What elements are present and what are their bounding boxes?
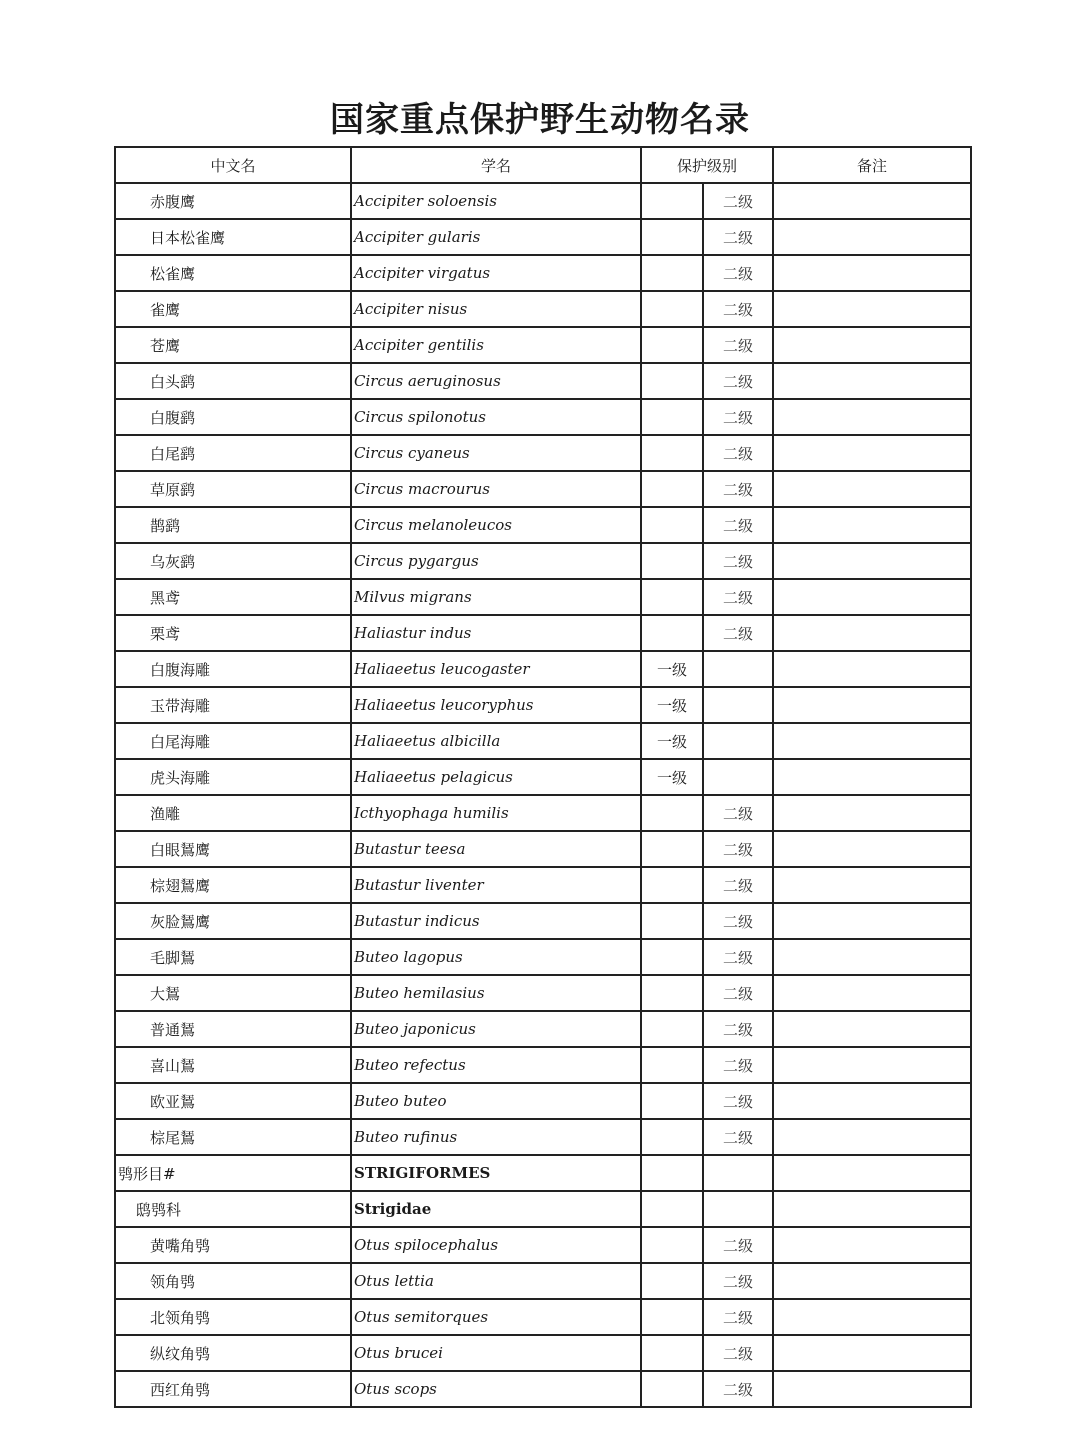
grade-two-cell: 二级 (703, 435, 773, 471)
table-row (115, 183, 971, 219)
notes-cell (773, 759, 971, 795)
grade-one-cell (641, 1299, 703, 1335)
header-protection-level: 保护级别 (641, 147, 773, 183)
scientific-name-cell: Haliaeetus leucoryphus (351, 687, 641, 723)
chinese-name-cell: 雀鹰 (115, 291, 351, 327)
table-row (115, 1263, 971, 1299)
scientific-name-cell: Circus aeruginosus (351, 363, 641, 399)
notes-cell (773, 1047, 971, 1083)
scientific-name-cell: Haliaeetus leucogaster (351, 651, 641, 687)
grade-two-cell: 二级 (703, 579, 773, 615)
chinese-name-cell: 毛脚鵟 (115, 939, 351, 975)
table-row (115, 1227, 971, 1263)
notes-cell (773, 687, 971, 723)
notes-cell (773, 903, 971, 939)
chinese-name-cell: 喜山鵟 (115, 1047, 351, 1083)
grade-one-cell (641, 1083, 703, 1119)
grade-two-cell (703, 723, 773, 759)
chinese-name-cell: 纵纹角鸮 (115, 1335, 351, 1371)
table-row (115, 543, 971, 579)
scientific-name-cell: Accipiter nisus (351, 291, 641, 327)
notes-cell (773, 723, 971, 759)
table-row (115, 471, 971, 507)
grade-one-cell (641, 1227, 703, 1263)
grade-two-cell: 二级 (703, 1299, 773, 1335)
grade-one-cell (641, 867, 703, 903)
notes-cell (773, 975, 971, 1011)
notes-cell (773, 1371, 971, 1407)
table-row (115, 1155, 971, 1191)
chinese-name-cell: 西红角鸮 (115, 1371, 351, 1407)
table-row (115, 795, 971, 831)
grade-two-cell: 二级 (703, 1083, 773, 1119)
chinese-name-cell: 日本松雀鹰 (115, 219, 351, 255)
table-row (115, 687, 971, 723)
grade-one-cell (641, 939, 703, 975)
chinese-name-cell: 棕翅鵟鹰 (115, 867, 351, 903)
notes-cell (773, 471, 971, 507)
table-row (115, 759, 971, 795)
chinese-name-cell: 白腹鹞 (115, 399, 351, 435)
grade-two-cell: 二级 (703, 615, 773, 651)
table-row (115, 1011, 971, 1047)
scientific-name-cell: Otus brucei (351, 1335, 641, 1371)
scientific-name-cell: Buteo buteo (351, 1083, 641, 1119)
scientific-name-cell: Otus semitorques (351, 1299, 641, 1335)
scientific-name-cell: Circus melanoleucos (351, 507, 641, 543)
chinese-name-cell: 草原鹞 (115, 471, 351, 507)
grade-one-cell: 一级 (641, 687, 703, 723)
grade-two-cell: 二级 (703, 1263, 773, 1299)
grade-one-cell (641, 327, 703, 363)
scientific-name-cell: Otus spilocephalus (351, 1227, 641, 1263)
grade-two-cell: 二级 (703, 903, 773, 939)
chinese-name-cell: 棕尾鵟 (115, 1119, 351, 1155)
scientific-name-cell: Haliaeetus albicilla (351, 723, 641, 759)
grade-one-cell (641, 1119, 703, 1155)
chinese-name-cell: 鸮形目# (115, 1155, 351, 1191)
table-row (115, 579, 971, 615)
notes-cell (773, 1011, 971, 1047)
scientific-name-cell: Accipiter soloensis (351, 183, 641, 219)
grade-one-cell (641, 219, 703, 255)
grade-two-cell: 二级 (703, 363, 773, 399)
grade-two-cell: 二级 (703, 1335, 773, 1371)
scientific-name-cell: Strigidae (351, 1191, 641, 1227)
chinese-name-cell: 普通鵟 (115, 1011, 351, 1047)
chinese-name-cell: 栗鸢 (115, 615, 351, 651)
table-row (115, 435, 971, 471)
grade-one-cell (641, 471, 703, 507)
scientific-name-cell: Accipiter virgatus (351, 255, 641, 291)
scientific-name-cell: STRIGIFORMES (351, 1155, 641, 1191)
grade-one-cell (641, 1011, 703, 1047)
notes-cell (773, 219, 971, 255)
table-row (115, 327, 971, 363)
grade-two-cell (703, 759, 773, 795)
chinese-name-cell: 白腹海雕 (115, 651, 351, 687)
scientific-name-cell: Accipiter gularis (351, 219, 641, 255)
chinese-name-cell: 乌灰鹞 (115, 543, 351, 579)
table-row (115, 975, 971, 1011)
grade-two-cell: 二级 (703, 1047, 773, 1083)
grade-one-cell (641, 1155, 703, 1191)
grade-two-cell: 二级 (703, 255, 773, 291)
species-table (114, 146, 972, 1408)
chinese-name-cell: 白眼鵟鹰 (115, 831, 351, 867)
grade-one-cell (641, 507, 703, 543)
header-scientific-name: 学名 (351, 147, 641, 183)
grade-one-cell (641, 1047, 703, 1083)
scientific-name-cell: Buteo hemilasius (351, 975, 641, 1011)
notes-cell (773, 399, 971, 435)
grade-one-cell (641, 399, 703, 435)
table-row (115, 903, 971, 939)
grade-two-cell (703, 1155, 773, 1191)
notes-cell (773, 1335, 971, 1371)
table-row (115, 1119, 971, 1155)
grade-one-cell: 一级 (641, 759, 703, 795)
grade-one-cell (641, 1335, 703, 1371)
scientific-name-cell: Milvus migrans (351, 579, 641, 615)
grade-one-cell (641, 1371, 703, 1407)
grade-two-cell: 二级 (703, 975, 773, 1011)
grade-two-cell: 二级 (703, 183, 773, 219)
grade-two-cell: 二级 (703, 1371, 773, 1407)
notes-cell (773, 327, 971, 363)
chinese-name-cell: 松雀鹰 (115, 255, 351, 291)
scientific-name-cell: Butastur liventer (351, 867, 641, 903)
chinese-name-cell: 欧亚鵟 (115, 1083, 351, 1119)
chinese-name-cell: 黑鸢 (115, 579, 351, 615)
table-row (115, 255, 971, 291)
grade-two-cell (703, 1191, 773, 1227)
chinese-name-cell: 鹊鹞 (115, 507, 351, 543)
grade-two-cell (703, 651, 773, 687)
table-header-row (115, 147, 971, 183)
chinese-name-cell: 领角鸮 (115, 1263, 351, 1299)
notes-cell (773, 579, 971, 615)
chinese-name-cell: 虎头海雕 (115, 759, 351, 795)
grade-two-cell: 二级 (703, 327, 773, 363)
grade-one-cell (641, 543, 703, 579)
scientific-name-cell: Buteo japonicus (351, 1011, 641, 1047)
table-row (115, 615, 971, 651)
table-row (115, 1083, 971, 1119)
grade-two-cell: 二级 (703, 831, 773, 867)
table-row (115, 399, 971, 435)
notes-cell (773, 615, 971, 651)
chinese-name-cell: 白头鹞 (115, 363, 351, 399)
scientific-name-cell: Otus scops (351, 1371, 641, 1407)
grade-two-cell: 二级 (703, 1227, 773, 1263)
notes-cell (773, 651, 971, 687)
scientific-name-cell: Accipiter gentilis (351, 327, 641, 363)
scientific-name-cell: Circus pygargus (351, 543, 641, 579)
table-row (115, 831, 971, 867)
grade-one-cell (641, 291, 703, 327)
scientific-name-cell: Butastur teesa (351, 831, 641, 867)
grade-two-cell: 二级 (703, 1119, 773, 1155)
notes-cell (773, 1227, 971, 1263)
chinese-name-cell: 赤腹鹰 (115, 183, 351, 219)
chinese-name-cell: 白尾鹞 (115, 435, 351, 471)
notes-cell (773, 867, 971, 903)
grade-two-cell: 二级 (703, 795, 773, 831)
table-row (115, 1371, 971, 1407)
scientific-name-cell: Circus spilonotus (351, 399, 641, 435)
chinese-name-cell: 渔雕 (115, 795, 351, 831)
grade-one-cell (641, 183, 703, 219)
scientific-name-cell: Haliastur indus (351, 615, 641, 651)
notes-cell (773, 1119, 971, 1155)
grade-one-cell (641, 615, 703, 651)
grade-one-cell (641, 579, 703, 615)
scientific-name-cell: Circus macrourus (351, 471, 641, 507)
table-row (115, 219, 971, 255)
table-body (115, 183, 971, 1407)
notes-cell (773, 543, 971, 579)
grade-two-cell: 二级 (703, 219, 773, 255)
table-row (115, 867, 971, 903)
header-notes: 备注 (773, 147, 971, 183)
grade-two-cell: 二级 (703, 867, 773, 903)
chinese-name-cell: 苍鹰 (115, 327, 351, 363)
notes-cell (773, 939, 971, 975)
grade-one-cell (641, 1191, 703, 1227)
scientific-name-cell: Buteo refectus (351, 1047, 641, 1083)
notes-cell (773, 183, 971, 219)
chinese-name-cell: 北领角鸮 (115, 1299, 351, 1335)
grade-two-cell: 二级 (703, 471, 773, 507)
page-title: 国家重点保护野生动物名录 (330, 100, 750, 140)
grade-one-cell (641, 903, 703, 939)
scientific-name-cell: Otus lettia (351, 1263, 641, 1299)
scientific-name-cell: Haliaeetus pelagicus (351, 759, 641, 795)
scientific-name-cell: Butastur indicus (351, 903, 641, 939)
chinese-name-cell: 白尾海雕 (115, 723, 351, 759)
grade-two-cell: 二级 (703, 291, 773, 327)
grade-two-cell (703, 687, 773, 723)
notes-cell (773, 255, 971, 291)
grade-one-cell (641, 795, 703, 831)
chinese-name-cell: 黄嘴角鸮 (115, 1227, 351, 1263)
notes-cell (773, 291, 971, 327)
grade-one-cell: 一级 (641, 651, 703, 687)
notes-cell (773, 363, 971, 399)
chinese-name-cell: 鸱鸮科 (115, 1191, 351, 1227)
header-chinese-name: 中文名 (115, 147, 351, 183)
grade-two-cell: 二级 (703, 1011, 773, 1047)
notes-cell (773, 1263, 971, 1299)
grade-one-cell (641, 1263, 703, 1299)
grade-two-cell: 二级 (703, 399, 773, 435)
grade-two-cell: 二级 (703, 939, 773, 975)
table-row (115, 1299, 971, 1335)
notes-cell (773, 1083, 971, 1119)
table-row (115, 723, 971, 759)
grade-two-cell: 二级 (703, 543, 773, 579)
chinese-name-cell: 大鵟 (115, 975, 351, 1011)
table-row (115, 1047, 971, 1083)
scientific-name-cell: Buteo lagopus (351, 939, 641, 975)
notes-cell (773, 1299, 971, 1335)
notes-cell (773, 1155, 971, 1191)
table-row (115, 939, 971, 975)
grade-one-cell (641, 363, 703, 399)
notes-cell (773, 507, 971, 543)
table-row (115, 1335, 971, 1371)
scientific-name-cell: Circus cyaneus (351, 435, 641, 471)
grade-two-cell: 二级 (703, 507, 773, 543)
grade-one-cell (641, 831, 703, 867)
scientific-name-cell: Icthyophaga humilis (351, 795, 641, 831)
table-row (115, 291, 971, 327)
notes-cell (773, 435, 971, 471)
notes-cell (773, 1191, 971, 1227)
table-row (115, 1191, 971, 1227)
chinese-name-cell: 灰脸鵟鹰 (115, 903, 351, 939)
grade-one-cell (641, 435, 703, 471)
notes-cell (773, 795, 971, 831)
notes-cell (773, 831, 971, 867)
chinese-name-cell: 玉带海雕 (115, 687, 351, 723)
table-row (115, 507, 971, 543)
grade-one-cell: 一级 (641, 723, 703, 759)
table-row (115, 363, 971, 399)
grade-one-cell (641, 975, 703, 1011)
table-row (115, 651, 971, 687)
scientific-name-cell: Buteo rufinus (351, 1119, 641, 1155)
grade-one-cell (641, 255, 703, 291)
